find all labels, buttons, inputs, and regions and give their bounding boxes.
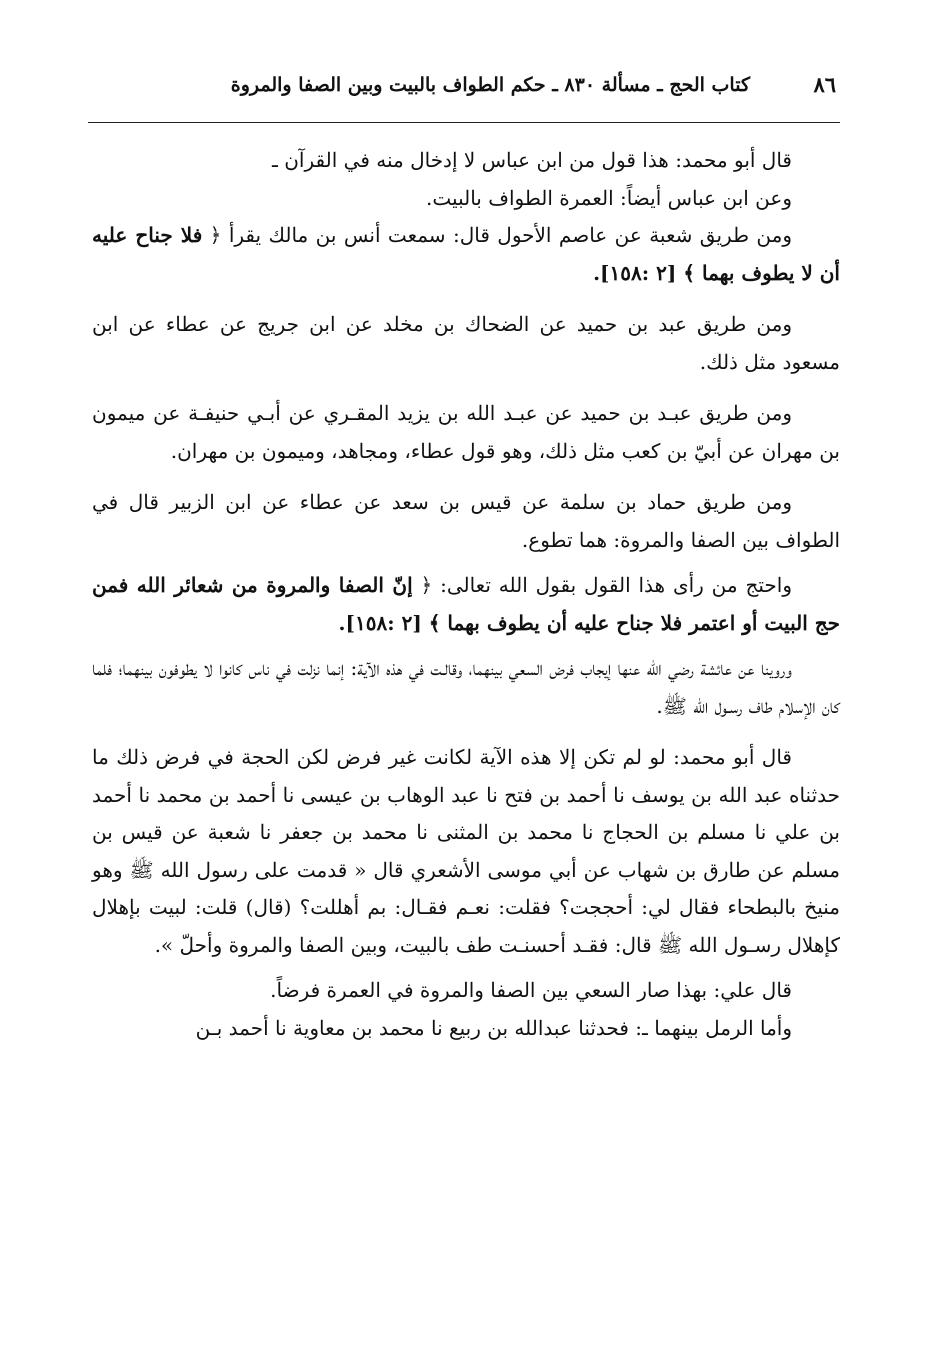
body-text (92, 142, 840, 1047)
paragraph-7-lead: واحتج من رأى هذا القول بقول الله تعالى: ﴿ (412, 573, 792, 597)
paragraph-2: وعن ابن عباس أيضاً: العمرة الطواف بالبيت. (426, 185, 792, 210)
paragraph-3 (92, 217, 840, 292)
paragraph-5: ومن طريق عبـد بن حميد عن عبـد الله بن يزيد المقـري عن أبـي حنيفـة عن ميمون بن مهران عن أبيّ بن كعب مثل ذلك، وهو قول عطاء، ومجاهد، وميمون بن مهران. (92, 401, 840, 463)
paragraph-7 (92, 567, 840, 642)
running-header (88, 72, 840, 112)
header-rule (88, 122, 840, 123)
paragraph-11: وأما الرمل بينهما ـ: فحدثنا عبدالله بن ربيع نا محمد بن معاوية نا أحمد بـن (195, 1015, 792, 1040)
page-number: ٨٦ (813, 72, 836, 97)
paragraph-10: قال علي: بهذا صار السعي بين الصفا والمروة في العمرة فرضاً. (270, 978, 792, 1002)
paragraph-9: قال أبو محمد: لو لم تكن إلا هذه الآية لكانت غير فرض لكن الحجة في فرض ذلك ما حدثناه عبد الله بن يوسف نا أحمد بن فتح نا عبد الوهاب بن عيسى نا أحمد بن محمد نا أحمد بن علي نا مسلم بن الحجاج نا محمد بن المثنى نا محمد بن جعفر نا شعبة عن قيس بن مسلم عن طارق بن شهاب عن أبي موسى الأشعري قال « قدمت على رسول الله ﷺ وهو منيخ بالبطحاء فقال لي: أحججت؟ فقلت: نعـم فقـال: بم أهللت؟ (قال) قلت: لبيت بإهلال كإهلال رسـول الله ﷺ قال: فقـد أحسنـت طف بالبيت، وبين الصفا والمروة وأحلّ ». (92, 745, 840, 957)
paragraph-6: ومن طريق حماد بن سلمة عن قيس بن سعد عن عطاء عن ابن الزبير قال في الطواف بين الصفا والمروة: هما تطوع. (92, 490, 840, 552)
paragraph-3-lead: ومن طريق شعبة عن عاصم الأحول قال: سمعت أنس بن مالك يقرأ ﴿ (202, 223, 793, 247)
quran-verse-1: فلا جناح عليه أن لا يطوف بهما (92, 223, 840, 285)
paragraph-4: ومن طريق عبد بن حميد عن الضحاك بن مخلد عن ابن جريج عن عطاء عن ابن مسعود مثل ذلك. (92, 312, 840, 374)
verse-reference-1: ﴾ [٢ :١٥٨]. (593, 260, 702, 285)
paragraph-1: قال أبو محمد: هذا قول من ابن عباس لا إدخال منه في القرآن ـ (272, 148, 792, 172)
paragraph-8: وروينا عن عائشة رضي الله عنها إيجاب فرض السعي بينهما، وقالـت في هذه الآية: إنما نزلت في ناس كانوا لا يطوفون بينهما؛ فلما كان الإسلام طاف رسـول الله ﷺ. (92, 656, 840, 718)
verse-reference-2: ﴾ [٢ :١٥٨]. (338, 610, 448, 635)
running-title: كتاب الحج ـ مسألة ٨٣٠ ـ حكم الطواف بالبيت وبين الصفا والمروة (230, 74, 750, 96)
quran-verse-2: إنّ الصفا والمروة من شعائر الله فمن حج البيت أو اعتمر فلا جناح عليه أن يطوف بهما (92, 573, 840, 635)
